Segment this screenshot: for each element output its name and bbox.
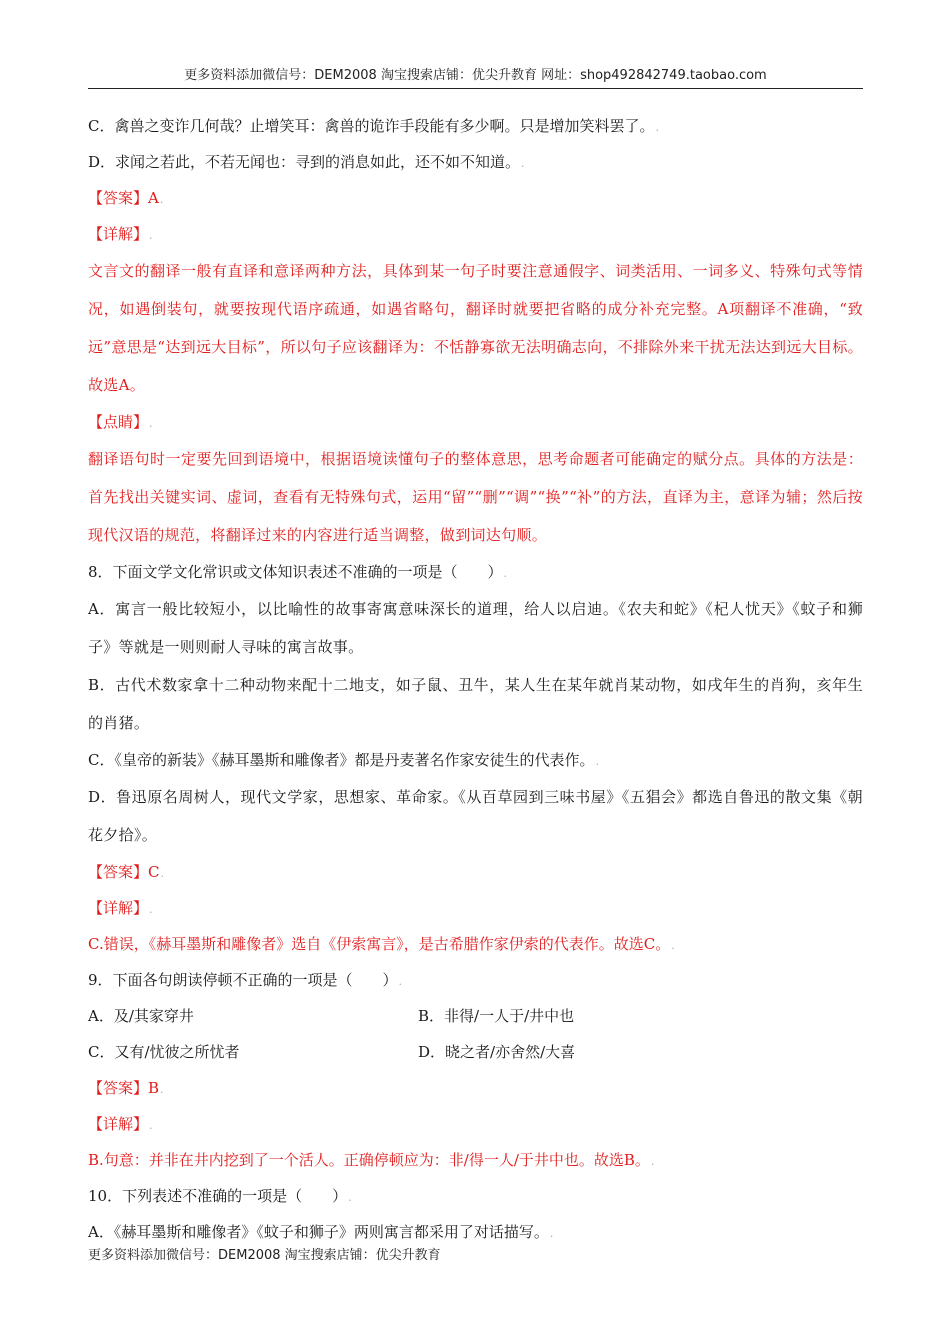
text: 【点睛】 <box>88 413 149 431</box>
q9-answer: 【答案】B. <box>88 1079 164 1097</box>
q8-option-c: C．《皇帝的新装》《赫耳墨斯和雕像者》都是丹麦著名作家安徒生的代表作。. <box>88 751 599 769</box>
q9-explanation: B.句意：并非在井内挖到了一个活人。正确停顿应为：非/得一人/于井中也。故选B。. <box>88 1151 655 1169</box>
text: C．《皇帝的新装》《赫耳墨斯和雕像者》都是丹麦著名作家安徒生的代表作。 <box>88 751 595 769</box>
q8-detail-label: 【详解】. <box>88 899 153 917</box>
text: C.错误，《赫耳墨斯和雕像者》选自《伊索寓言》，是古希腊作家伊索的代表作。故选C。 <box>88 935 671 953</box>
q8-option-a: A．寓言一般比较短小，以比喻性的故事寄寓意味深长的道理，给人以启迪。《农夫和蛇》《杞人忧天》《蚊子和狮子》等就是一则则耐人寻味的寓言故事。 <box>88 600 863 656</box>
q7-detail-label: 【详解】. <box>88 225 153 243</box>
text: 【详解】 <box>88 225 149 243</box>
text: 【详解】 <box>88 899 149 917</box>
q9-option-a: A．及/其家穿井 <box>88 1007 194 1025</box>
text: D．求闻之若此，不若无闻也：寻到的消息如此，还不如不知道。 <box>88 153 521 171</box>
q7-tips-label: 【点睛】. <box>88 413 153 431</box>
text: C．禽兽之变诈几何哉？止增笑耳：禽兽的诡诈手段能有多少啊。只是增加笑料罢了。 <box>88 117 655 135</box>
q9-detail-label: 【详解】. <box>88 1115 153 1133</box>
q7-tips: 翻译语句时一定要先回到语境中，根据语境读懂句子的整体意思，思考命题者可能确定的赋分点。具体的方法是：首先找出关键实词、虚词，查看有无特殊句式，运用“留”“删”“调”“换”“补”的方法，直译为主，意译为辅；然后按现代汉语的规范，将翻译过来的内容进行适当调整，做到词达句顺。 <box>88 450 863 544</box>
q9-options-row-2 <box>88 1034 863 1070</box>
q10-question: 10．下列表述不准确的一项是（ ）. <box>88 1187 352 1205</box>
q7-explanation: 文言文的翻译一般有直译和意译两种方法，具体到某一句子时要注意通假字、词类活用、一词多义、特殊句式等情况，如遇倒装句，就要按现代语序疏通，如遇省略句，翻译时就要把省略的成分补充完整。A项翻译不准确，“致远”意思是“达到远大目标”，所以句子应该翻译为：不恬静寡欲无法明确志向，不排除外来干扰无法达到远大目标。故选A。 <box>88 262 863 394</box>
page-header: 更多资料添加微信号：DEM2008 淘宝搜索店铺：优尖升教育 网址：shop492842749.taobao.com <box>88 66 863 89</box>
page-footer: 更多资料添加微信号：DEM2008 淘宝搜索店铺：优尖升教育 <box>88 1248 441 1263</box>
text: 【答案】C <box>88 863 160 881</box>
text: A．《赫耳墨斯和雕像者》《蚊子和狮子》两则寓言都采用了对话描写。 <box>88 1223 549 1241</box>
q10-option-a: A．《赫耳墨斯和雕像者》《蚊子和狮子》两则寓言都采用了对话描写。. <box>88 1223 554 1241</box>
text: 【详解】 <box>88 1115 149 1133</box>
text: 【答案】A <box>88 189 159 207</box>
q8-option-d: D．鲁迅原名周树人，现代文学家，思想家、革命家。《从百草园到三味书屋》《五猖会》都选自鲁迅的散文集《朝花夕拾》。 <box>88 788 863 844</box>
q9-options-row-1 <box>88 998 863 1034</box>
q9-option-c: C．又有/忧彼之所忧者 <box>88 1043 240 1061</box>
q9-question: 9．下面各句朗读停顿不正确的一项是（ ）. <box>88 971 403 989</box>
text: 10．下列表述不准确的一项是（ ） <box>88 1187 348 1205</box>
q9-option-d: D．晓之者/亦舍然/大喜 <box>418 1043 576 1061</box>
text: 8．下面文学文化常识或文体知识表述不准确的一项是（ ） <box>88 563 503 581</box>
q7-option-c: C．禽兽之变诈几何哉？止增笑耳：禽兽的诡诈手段能有多少啊。只是增加笑料罢了。. <box>88 117 659 135</box>
q8-option-b: B．古代术数家拿十二种动物来配十二地支，如子鼠、丑牛，某人生在某年就肖某动物，如戌年生的肖狗，亥年生的肖猪。 <box>88 676 863 732</box>
document-body <box>88 108 863 1250</box>
q9-option-b: B．非得/一人于/井中也 <box>418 1007 575 1025</box>
q8-question: 8．下面文学文化常识或文体知识表述不准确的一项是（ ）. <box>88 563 508 581</box>
text: 【答案】B <box>88 1079 160 1097</box>
q8-explanation: C.错误，《赫耳墨斯和雕像者》选自《伊索寓言》，是古希腊作家伊索的代表作。故选C。. <box>88 935 675 953</box>
text: B.句意：并非在井内挖到了一个活人。正确停顿应为：非/得一人/于井中也。故选B。 <box>88 1151 650 1169</box>
q7-answer: 【答案】A. <box>88 189 164 207</box>
text: 9．下面各句朗读停顿不正确的一项是（ ） <box>88 971 398 989</box>
q8-answer: 【答案】C. <box>88 863 164 881</box>
q7-option-d: D．求闻之若此，不若无闻也：寻到的消息如此，还不如不知道。. <box>88 153 525 171</box>
